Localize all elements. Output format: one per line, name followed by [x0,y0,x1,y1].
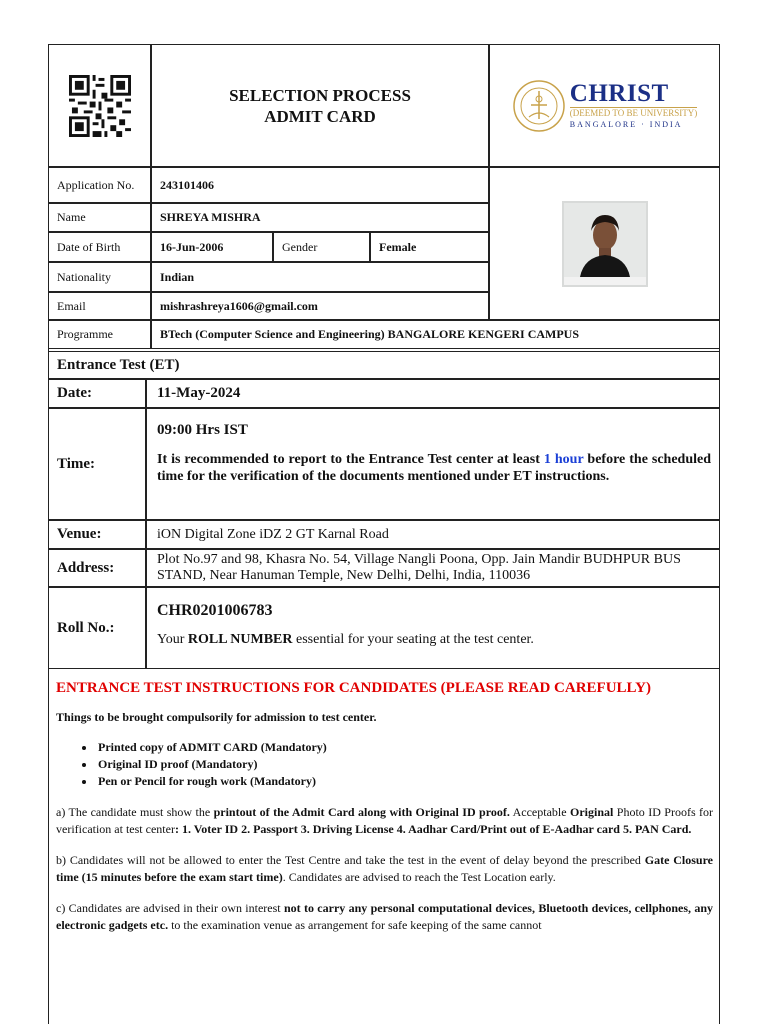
time-label: Time: [48,408,146,520]
venue-label: Venue: [48,520,146,549]
date-value-cell [146,379,720,408]
photo-cell [489,167,720,320]
logo-cell [489,44,720,167]
email-label: Email [48,292,151,320]
time-value-cell [146,408,720,520]
nationality-label: Nationality [48,262,151,292]
dob-value: 16-Jun-2006 [151,232,273,262]
list-item: • Original ID proof (Mandatory) [96,756,713,773]
roll-note: Your ROLL NUMBER essential for your seating at the test center. [157,632,534,647]
university-logo [512,79,697,133]
address-value: Plot No.97 and 98, Khasra No. 54, Village Nangli Poona, Opp. Jain Mandir BUDHPUR BUS STAND, Near Hanuman Temple, New Delhi, Delhi, India, 110036 [157,552,681,583]
roll-value-cell [146,587,720,669]
time-value: 09:00 Hrs IST [157,422,248,438]
gender-label: Gender [273,232,370,262]
logo-subtitle: (DEEMED TO BE UNIVERSITY) [569,107,698,118]
address-value-cell [146,549,720,587]
gender-value: Female [370,232,489,262]
venue-value: iON Digital Zone iDZ 2 GT Karnal Road [157,526,389,542]
name-value: SHREYA MISHRA [151,203,489,232]
entrance-test-heading-cell [48,351,720,379]
required-items-list [56,739,713,790]
dob-label: Date of Birth [48,232,151,262]
things-heading: Things to be brought compulsorily for admission to test center. [56,710,377,724]
title-cell [151,44,489,167]
date-value: 11-May-2024 [157,385,241,401]
instruction-a: a) The candidate must show the printout of the Admit Card along with Original ID proof. Acceptable Original Photo ID Proofs for verification at test center: 1. Voter ID 2. Passport 3. Driving License 4. Aadhar Card/Print out of E-Aadhar card 5. PAN Card. [56,805,714,836]
address-label: Address: [48,549,146,587]
logo-name: CHRIST [569,79,669,107]
logo-city: BANGALORE · INDIA [569,119,683,129]
university-seal-icon [512,79,566,133]
list-item: • Printed copy of ADMIT CARD (Mandatory) [96,739,713,756]
entrance-test-heading: Entrance Test (ET) [57,356,180,373]
email-value: mishrashreya1606@gmail.com [151,292,489,320]
list-item: • Pen or Pencil for rough work (Mandatory) [96,773,713,790]
nationality-value: Indian [151,262,489,292]
candidate-photo [562,201,648,287]
report-hours-highlight: 1 hour [543,452,584,467]
name-label: Name [48,203,151,232]
instructions-section [56,680,713,934]
instructions-heading: ENTRANCE TEST INSTRUCTIONS FOR CANDIDATES (PLEASE READ CAREFULLY) [56,680,651,696]
date-label: Date: [48,379,146,408]
venue-value-cell [146,520,720,549]
page-title: SELECTION PROCESS ADMIT CARD [229,85,411,126]
instruction-c: c) Candidates are advised in their own interest not to carry any personal computational devices, Bluetooth devices, cellphones, any electronic gadgets etc. to the examination venue as arrangement for safe keeping of the same cannot [56,901,713,932]
programme-value: BTech (Computer Science and Engineering) BANGALORE KENGERI CAMPUS [151,320,720,349]
report-recommendation: It is recommended to report to the Entrance Test center at least 1 hour before the scheduled time for the verification of the documents mentioned under ET instructions. [157,452,712,484]
qr-code-icon [69,75,131,137]
programme-label: Programme [48,320,151,349]
roll-label: Roll No.: [48,587,146,669]
roll-number: CHR0201006783 [157,602,273,619]
application-value: 243101406 [151,167,489,203]
application-label: Application No. [48,167,151,203]
qr-code-cell [48,44,151,167]
instruction-b: b) Candidates will not be allowed to enter the Test Centre and take the test in the event of delay beyond the prescribed Gate Closure time (15 minutes before the exam start time). Candidates are advised to reach the Test Location early. [56,853,714,884]
